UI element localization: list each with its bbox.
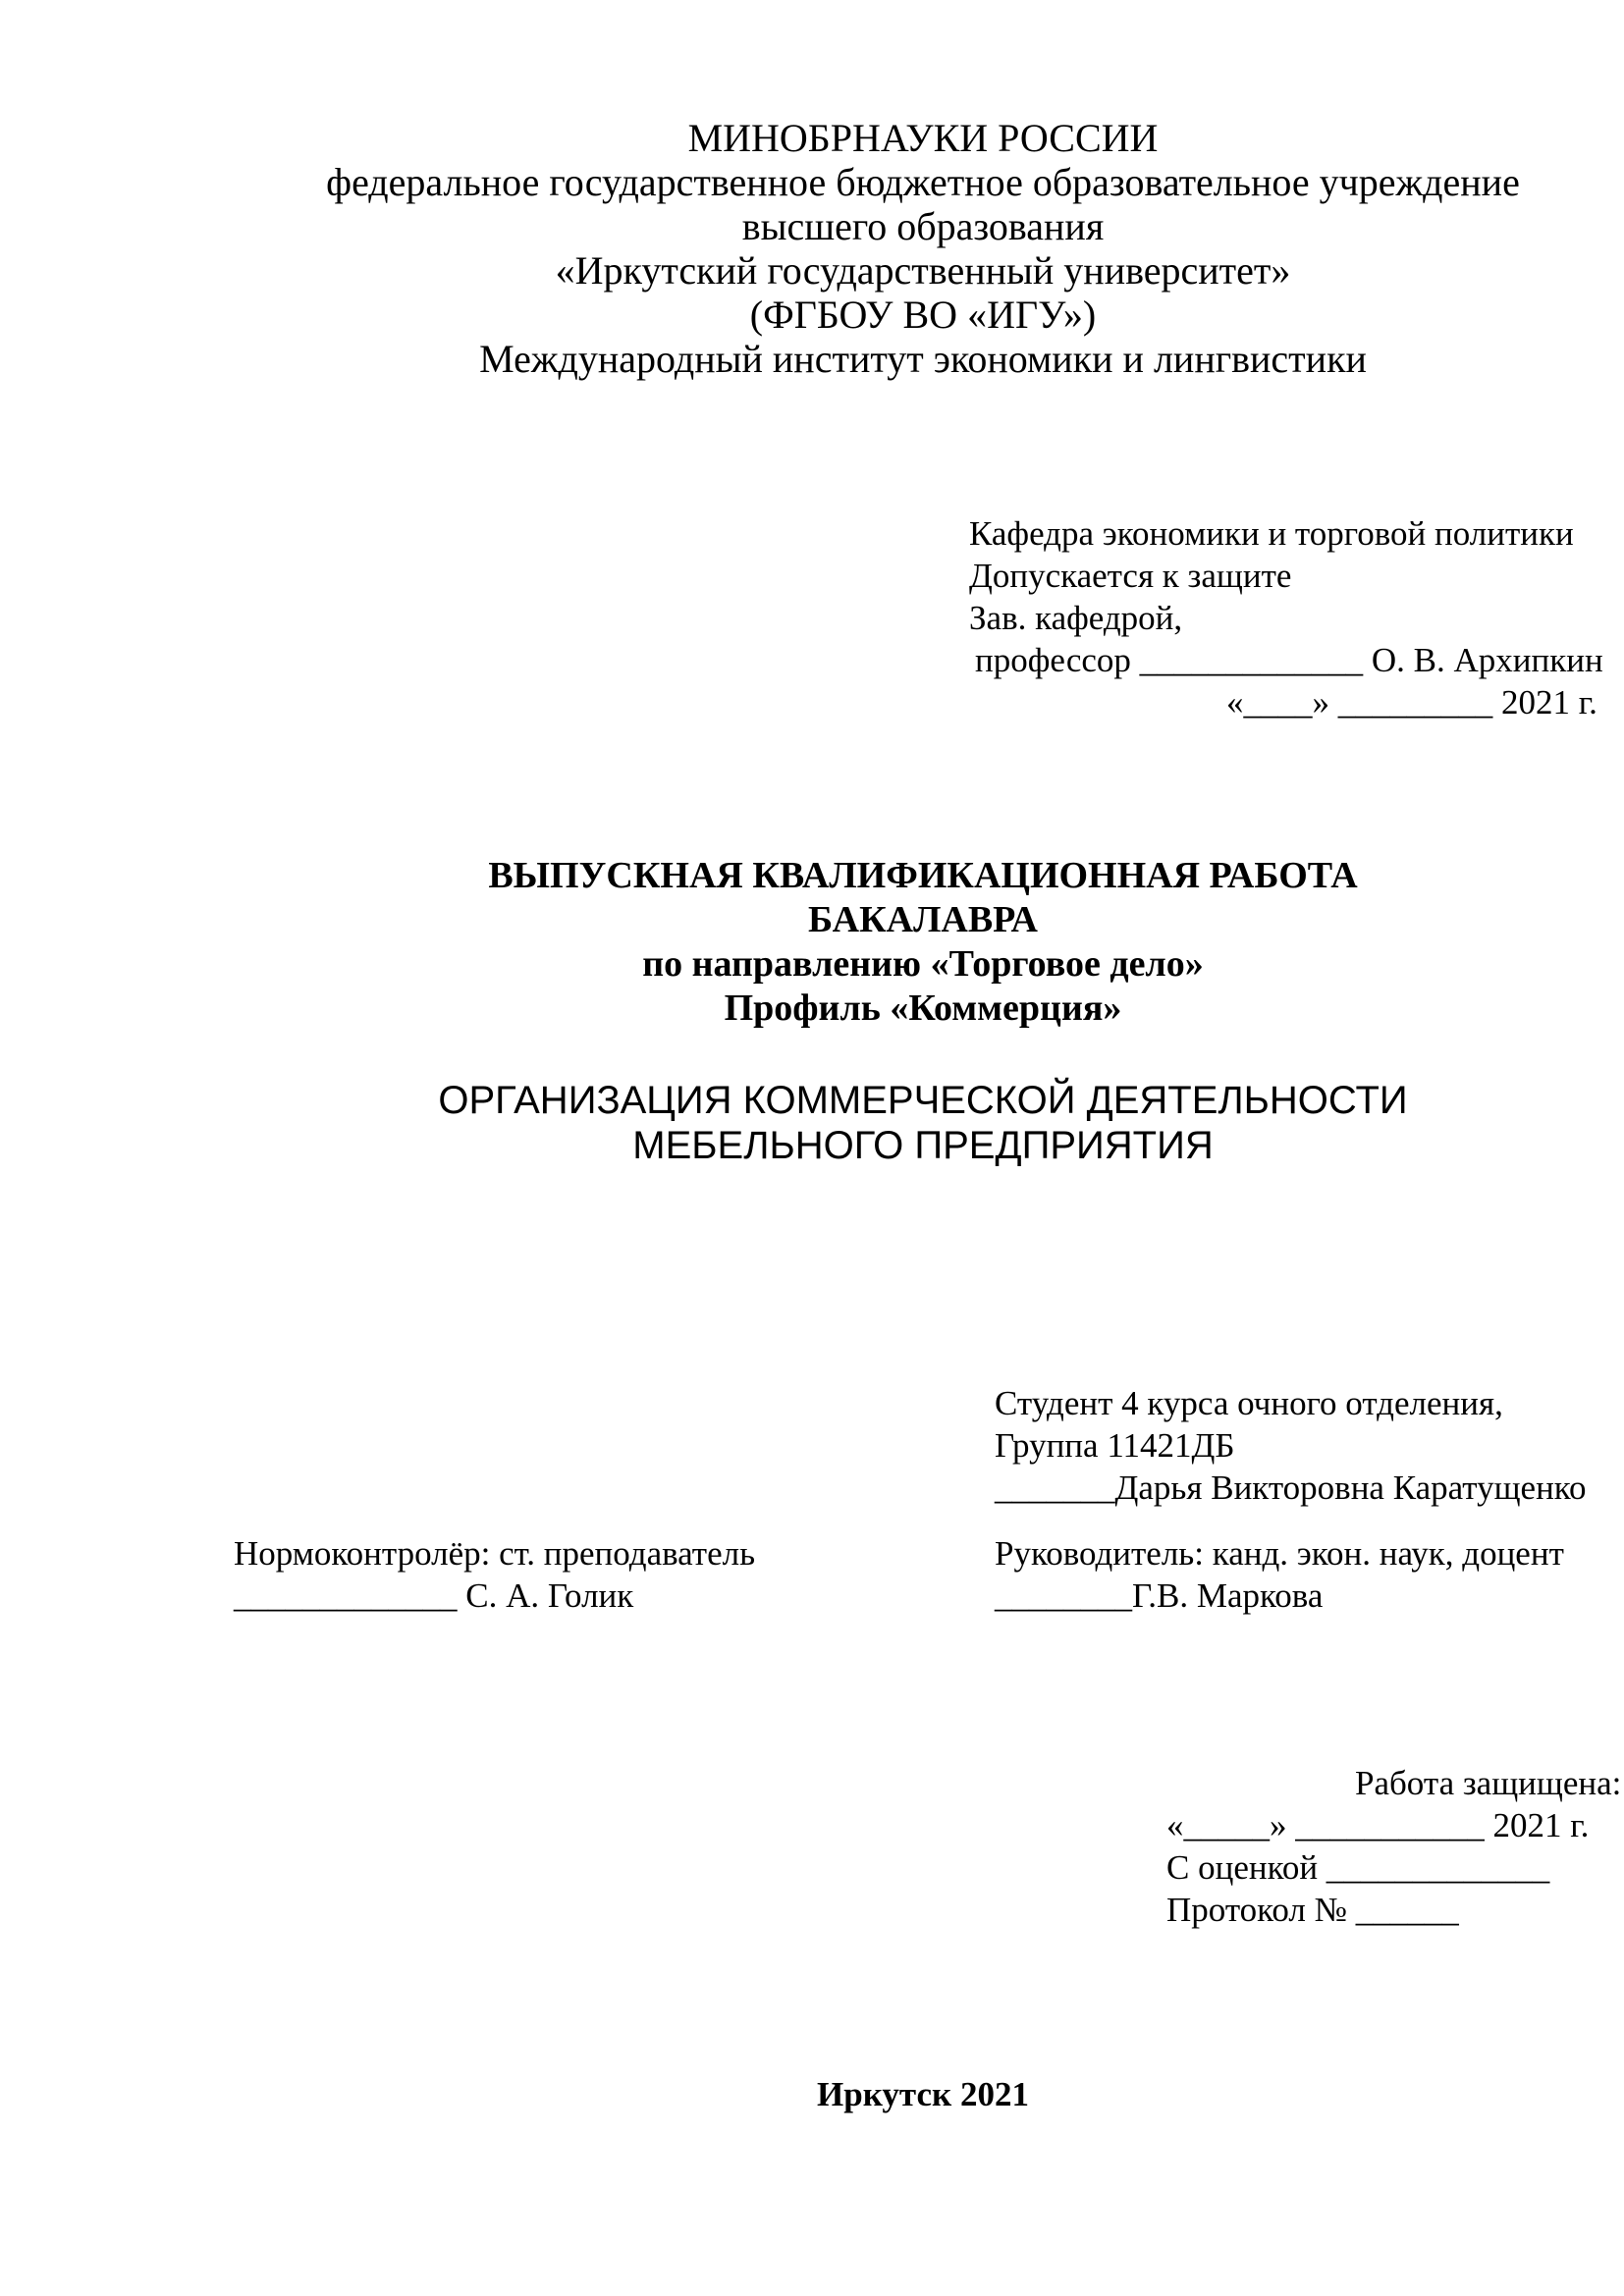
study-direction: по направлению «Торговое дело» <box>642 943 1204 985</box>
defense-block <box>1166 1762 1621 1931</box>
professor-signature-line: профессор _____________ О. В. Архипкин <box>975 641 1603 679</box>
normocontrol-role: Нормоконтролёр: ст. преподаватель <box>234 1534 756 1573</box>
supervisor-role: Руководитель: канд. экон. наук, доцент <box>995 1534 1564 1573</box>
institution-type: федеральное государственное бюджетное образовательное учреждение <box>326 160 1520 204</box>
head-of-department: Зав. кафедрой, <box>969 599 1183 637</box>
student-block <box>995 1382 1587 1509</box>
approval-date-line: «____» _________ 2021 г. <box>1226 683 1597 721</box>
defense-status: Работа защищена: <box>1355 1764 1622 1802</box>
supervisor-name: ________Г.В. Маркова <box>995 1576 1324 1615</box>
student-group: Группа 11421ДБ <box>995 1426 1235 1465</box>
normocontrol-name: _____________ С. А. Голик <box>234 1576 634 1615</box>
ministry-name: МИНОБРНАУКИ РОССИИ <box>687 116 1159 160</box>
city-year: Иркутск 2021 <box>817 2075 1029 2113</box>
student-course: Студент 4 курса очного отделения, <box>995 1384 1503 1422</box>
study-profile: Профиль «Коммерция» <box>724 988 1122 1029</box>
supervisor-block <box>995 1532 1564 1617</box>
topic-line1: ОРГАНИЗАЦИЯ КОММЕРЧЕСКОЙ ДЕЯТЕЛЬНОСТИ <box>438 1079 1408 1122</box>
thesis-title-block <box>0 854 1624 1031</box>
normocontrol-block <box>234 1532 755 1617</box>
university-abbreviation: (ФГБОУ ВО «ИГУ») <box>749 293 1097 337</box>
admission-note: Допускается к защите <box>969 557 1292 595</box>
city-year-footer <box>0 2073 1624 2115</box>
institute-name: Международный институт экономики и лингвистики <box>479 337 1367 381</box>
student-name: _______Дарья Викторовна Каратущенко <box>995 1468 1587 1507</box>
approval-block <box>969 512 1603 723</box>
institution-header <box>0 116 1624 381</box>
thesis-type-line1: ВЫПУСКНАЯ КВАЛИФИКАЦИОННАЯ РАБОТА <box>488 855 1358 896</box>
education-level: высшего образования <box>741 204 1105 248</box>
department-name: Кафедра экономики и торговой политики <box>969 514 1574 553</box>
defense-grade-line: С оценкой _____________ <box>1166 1848 1550 1887</box>
topic-line2: МЕБЕЛЬНОГО ПРЕДПРИЯТИЯ <box>632 1124 1214 1167</box>
university-name: «Иркутский государственный университет» <box>555 248 1291 293</box>
thesis-type-line2: БАКАЛАВРА <box>808 899 1038 940</box>
defense-protocol-line: Протокол № ______ <box>1166 1891 1459 1929</box>
defense-date-line: «_____» ___________ 2021 г. <box>1166 1806 1590 1844</box>
thesis-topic <box>0 1078 1624 1168</box>
